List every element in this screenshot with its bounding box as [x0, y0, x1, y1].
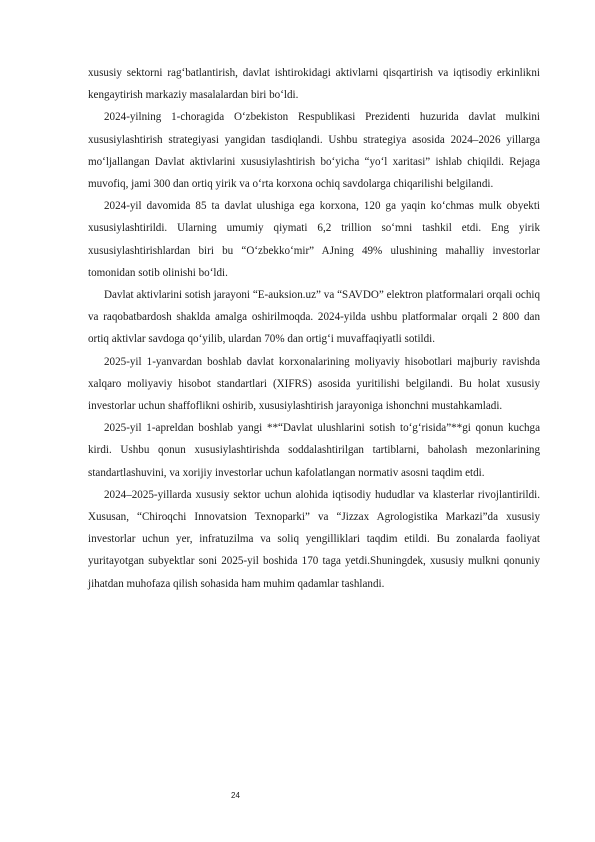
paragraph-electronic-platforms: Davlat aktivlarini sotish jarayoni “E-auksion.uz” va “SAVDO” elektron platformalari orqali ochiq va raqobatbardosh shaklda amalga oshirilmoqda. 2024-yilda ushbu platformalar orqali 2 800 dan ortiq aktivlar savdoga qo‘yilib, ulardan 70% dan ortig‘i muvaffaqiyatli sotildi. [88, 289, 540, 346]
document-body [88, 62, 540, 595]
page-number: 24 [231, 791, 240, 800]
paragraph-new-law: 2025-yil 1-apreldan boshlab yangi **“Davlat ulushlarini sotish to‘g‘risida”**gi qonun kuchga kirdi. Ushbu qonun xususiylashtirishda soddalashtirilgan tartiblarni, baholash mezonlarining standartlashuvini, va xorijiy investorlar uchun kafolatlangan normativ asosni taqdim etdi. [88, 422, 540, 479]
paragraph-financial-reporting: 2025-yil 1-yanvardan boshlab davlat korxonalarining moliyaviy hisobotlari majburiy ravishda xalqaro moliyaviy hisobot standartlari (XIFRS) asosida yuritilishi belgilandi. Bu holat xususiy investorlar uchun shaffoflikni oshirib, xususiylashtirish jarayoniga ishonchni mustahkamladi. [88, 355, 540, 413]
paragraph-privatization-results: 2024-yil davomida 85 ta davlat ulushiga ega korxona, 120 ga yaqin ko‘chmas mulk obyekti xususiylashtirildi. Ularning umumiy qiymati 6,2 trillion so‘mni tashkil etdi. Eng yirik xususiylashtirishlardan biri bu “O‘zbekko‘mir” AJning 49% ulushining mahalliy investorlar tomonidan sotib olinishi bo‘ldi. [88, 200, 540, 279]
paragraph-continuation: xususiy sektorni rag‘batlantirish, davlat ishtirokidagi aktivlarni qisqartirish va iqtisodiy erkinlikni kengaytirish markaziy masalalardan biri bo‘ldi. [88, 67, 540, 102]
paragraph-privatization-strategy: 2024-yilning 1-choragida O‘zbekiston Respublikasi Prezidenti huzurida davlat mulkini xususiylashtirish strategiyasi yangidan tasdiqlandi. Ushbu strategiya asosida 2024–2026 yillarga mo‘ljallangan Davlat aktivlarini xususiylashtirish bo‘yicha “yo‘l xaritasi” ishlab chiqildi. Rejaga muvofiq, jami 300 dan ortiq yirik va o‘rta korxona ochiq savdolarga chiqarilishi belgilandi. [88, 111, 540, 191]
paragraph-economic-zones: 2024–2025-yillarda xususiy sektor uchun alohida iqtisodiy hududlar va klasterlar rivojlantirildi. Xususan, “Chiroqchi Innovatsion Texnoparki” va “Jizzax Agrologistika Markazi”da xususiy investorlar uchun yer, infratuzilma va soliq yengilliklari taqdim etildi. Bu zonalarda faoliyat yuritayotgan subyektlar soni 2025-yil boshida 170 taga yetdi.Shuningdek, xususiy mulkni qonuniy jihatdan muhofaza qilish sohasida ham muhim qadamlar tashlandi. [88, 488, 540, 590]
